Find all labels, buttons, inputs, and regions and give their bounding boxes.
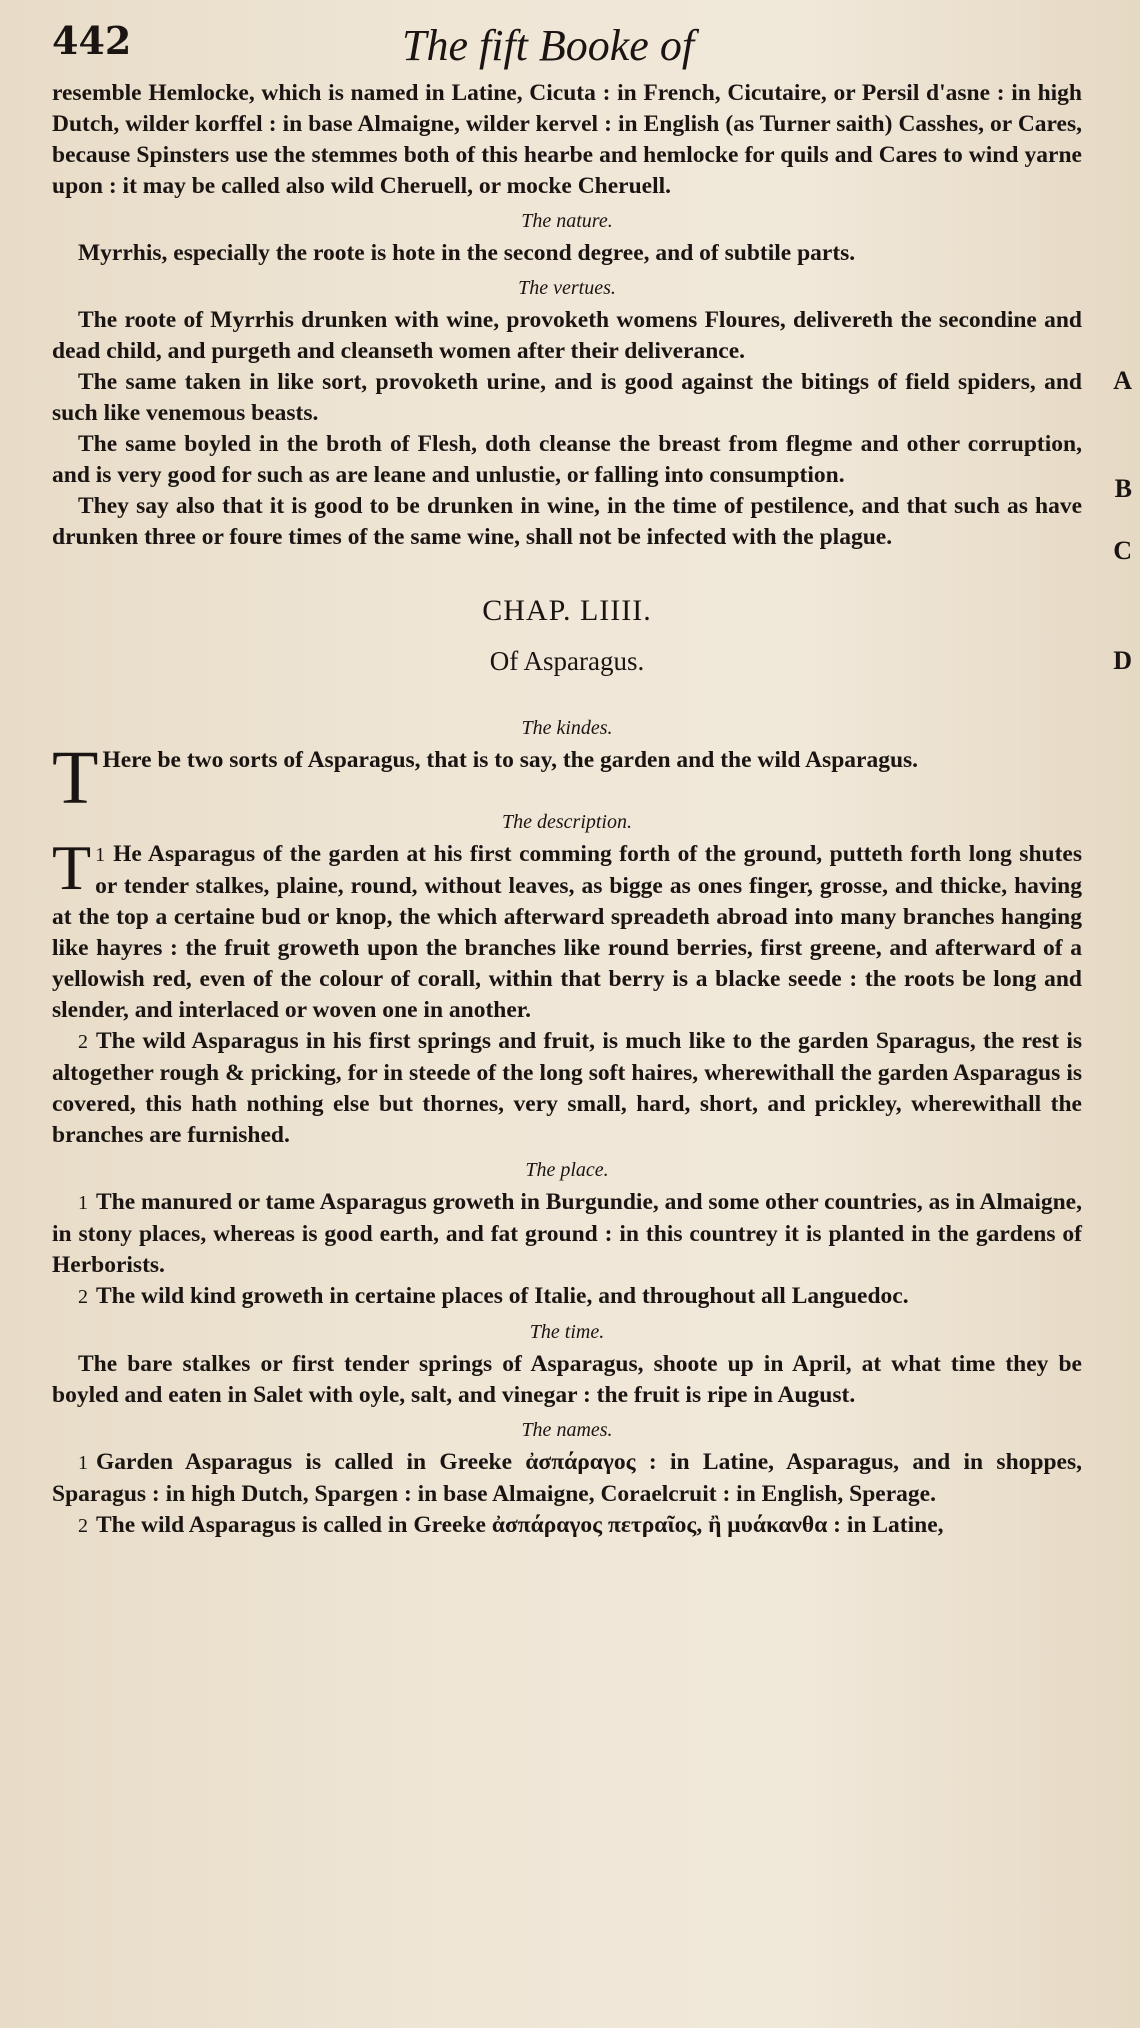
vertue-paragraph: The same taken in like sort, provoketh urine, and is good against the bitings of field spiders, and such like venemous beasts.: [52, 369, 1082, 426]
names-text: The wild Asparagus is called in Greeke ἀσπάραγος πετραῖος, ἢ μυάκανθα : in Latine,: [96, 1512, 944, 1538]
description-text: He Asparagus of the garden at his first comming forth of the ground, putteth forth long shutes or tender stalkes, plaine, round, without leaves, as bigge as ones finger, grosse, and thicke, having at the top a certaine bud or knop, the which afterward spreadeth abroad into many branches hanging like hayres : the fruit groweth upon the branches like round berries, first greene, and afterward of a yellowish red, even of the colour of corall, within that berry is a blacke seede : the roots be long and slender, and interlaced or woven one in another.: [52, 841, 1082, 1023]
kinds-paragraph: [52, 736, 1082, 820]
time-paragraph: The bare stalkes or first tender springs of Asparagus, shoote up in April, at what time they be boyled and eaten in Salet with oyle, salt, and vinegar : the fruit is ripe in August.: [52, 1351, 1082, 1408]
kinds-text: Here be two sorts of Asparagus, that is to say, the garden and the wild Asparagus.: [102, 747, 919, 773]
drop-cap: T: [52, 832, 92, 903]
nature-paragraph: Myrrhis, especially the roote is hote in the second degree, and of subtile parts.: [78, 240, 856, 266]
vertue-paragraph: The same boyled in the broth of Flesh, doth cleanse the breast from flegme and other corruption, and is very good for such as are leane and unlustie, or falling into consumption.: [52, 431, 1082, 488]
description-text: The wild Asparagus in his first springs and fruit, is much like to the garden Sparagus, the rest is altogether rough & pricking, for in steede of the long soft haires, wherewithall the garden Asparagus is covered, this hath nothing else but thornes, very small, hard, short, and prickley, wherewithall the branches are furnished.: [52, 1028, 1082, 1148]
section-heading-names: The names.: [521, 1419, 613, 1441]
drop-cap: T: [52, 736, 99, 820]
margin-letter-a: A: [1113, 366, 1132, 395]
item-number: 1: [78, 1192, 88, 1214]
section-heading-kindes: The kindes.: [521, 717, 613, 739]
page-header: [52, 18, 1102, 78]
margin-letter-c: C: [1113, 536, 1132, 565]
place-paragraph: [52, 1281, 1082, 1313]
chapter-heading: CHAP. LIIII.: [482, 594, 652, 627]
section-heading-description: The description.: [502, 811, 632, 833]
item-number: 2: [78, 1031, 88, 1053]
place-text: The manured or tame Asparagus groweth in Burgundie, and some other countries, as in Almaigne, in stony places, whereas is good earth, and fat ground : in this countrey it is planted in the gardens of Herborists.: [52, 1189, 1082, 1278]
place-text: The wild kind groweth in certaine places of Italie, and throughout all Languedoc.: [96, 1283, 909, 1309]
item-number: 1: [95, 844, 106, 866]
item-number: 2: [78, 1286, 88, 1308]
item-number: 2: [78, 1515, 88, 1537]
place-paragraph: [52, 1187, 1082, 1281]
chapter-title: Of Asparagus.: [489, 646, 645, 676]
names-text: Garden Asparagus is called in Greeke ἀσπάραγος : in Latine, Asparagus, and in shoppes, Sparagus : in high Dutch, Spargen : in base Almaigne, Coraelcruit : in English, Sperage.: [52, 1449, 1082, 1507]
vertue-paragraph: The roote of Myrrhis drunken with wine, provoketh womens Floures, delivereth the secondine and dead child, and purgeth and cleanseth women after their deliverance.: [52, 307, 1082, 364]
section-heading-vertues: The vertues.: [518, 277, 616, 299]
margin-letter-d: D: [1113, 646, 1132, 675]
intro-paragraph: resemble Hemlocke, which is named in Latine, Cicuta : in French, Cicutaire, or Persil d'asne : in high Dutch, wilder korffel : in base Almaigne, wilder kervel : in English (as Turner saith) Casshes, or Cares, because Spinsters use the stemmes both of this hearbe and hemlocke for quils and Cares to wind yarne upon : it may be called also wild Cheruell, or mocke Cheruell.: [52, 80, 1082, 199]
names-paragraph: [52, 1510, 1082, 1542]
names-paragraph: [52, 1447, 1082, 1510]
page-number: 442: [52, 18, 132, 63]
margin-letter-b: B: [1114, 474, 1132, 503]
description-paragraph: [52, 832, 1082, 1026]
section-heading-nature: The nature.: [521, 210, 613, 232]
description-paragraph: [52, 1026, 1082, 1151]
vertue-paragraph: They say also that it is good to be drunken in wine, in the time of pestilence, and that such as have drunken three or foure times of the same wine, shall not be infected with the plague.: [52, 493, 1082, 550]
running-title: The fift Booke of: [402, 21, 695, 70]
section-heading-time: The time.: [529, 1321, 605, 1343]
item-number: 1: [78, 1452, 88, 1474]
section-heading-place: The place.: [525, 1159, 609, 1181]
page-body: [52, 78, 1082, 1542]
